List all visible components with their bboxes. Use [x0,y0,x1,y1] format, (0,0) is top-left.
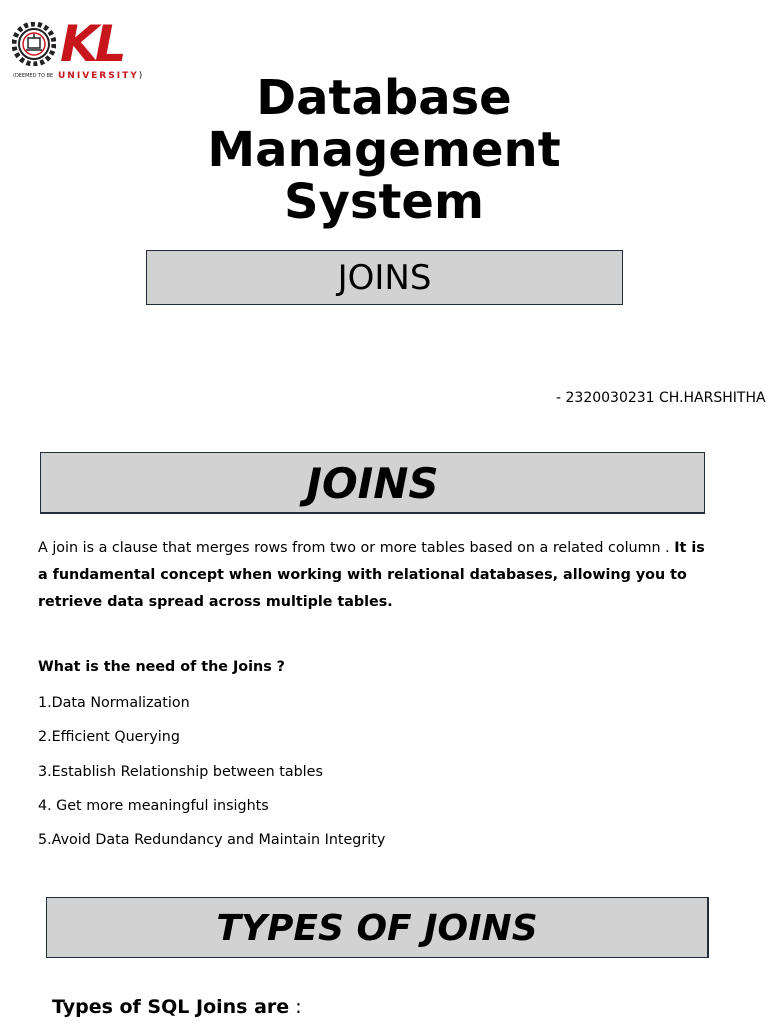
logo-university-text: UNIVERSITY) [58,71,145,81]
page-title [0,72,768,228]
need-heading: What is the need of the Joins ? [38,659,285,675]
title-line-3: System [284,174,484,230]
logo-deemed-text: (DEEMED TO BE [13,73,54,79]
intro-bold-text: It is a fundamental concept when working with relational databases, allowing you to retrieve data spread across multiple tables. [38,540,705,610]
intro-plain-text: A join is a clause that merges rows from two or more tables based on a related column . [38,540,670,556]
types-lead-colon: : [289,996,302,1018]
need-list-item: 5.Avoid Data Redundancy and Maintain Integrity [38,832,386,848]
title-line-2: Management [207,122,561,178]
gear-emblem-icon [12,22,56,66]
logo-brand: KL [60,15,123,73]
types-lead-line [52,996,302,1018]
intro-paragraph [38,535,718,616]
subtitle-banner [146,250,623,305]
author-line: - 2320030231 CH.HARSHITHA [556,390,766,406]
subtitle-text: JOINS [337,258,432,298]
types-lead-bold: Types of SQL Joins are [52,996,290,1018]
need-list-item: 2.Efficient Querying [38,729,180,745]
title-line-1: Database [256,70,512,126]
section-heading-types [46,897,709,958]
need-list-item: 1.Data Normalization [38,695,190,711]
need-list-item: 3.Establish Relationship between tables [38,764,323,780]
section-heading-joins [40,452,705,514]
section-heading-text: TYPES OF JOINS [216,908,538,949]
need-list-item: 4. Get more meaningful insights [38,798,269,814]
section-heading-text: JOINS [306,459,439,508]
